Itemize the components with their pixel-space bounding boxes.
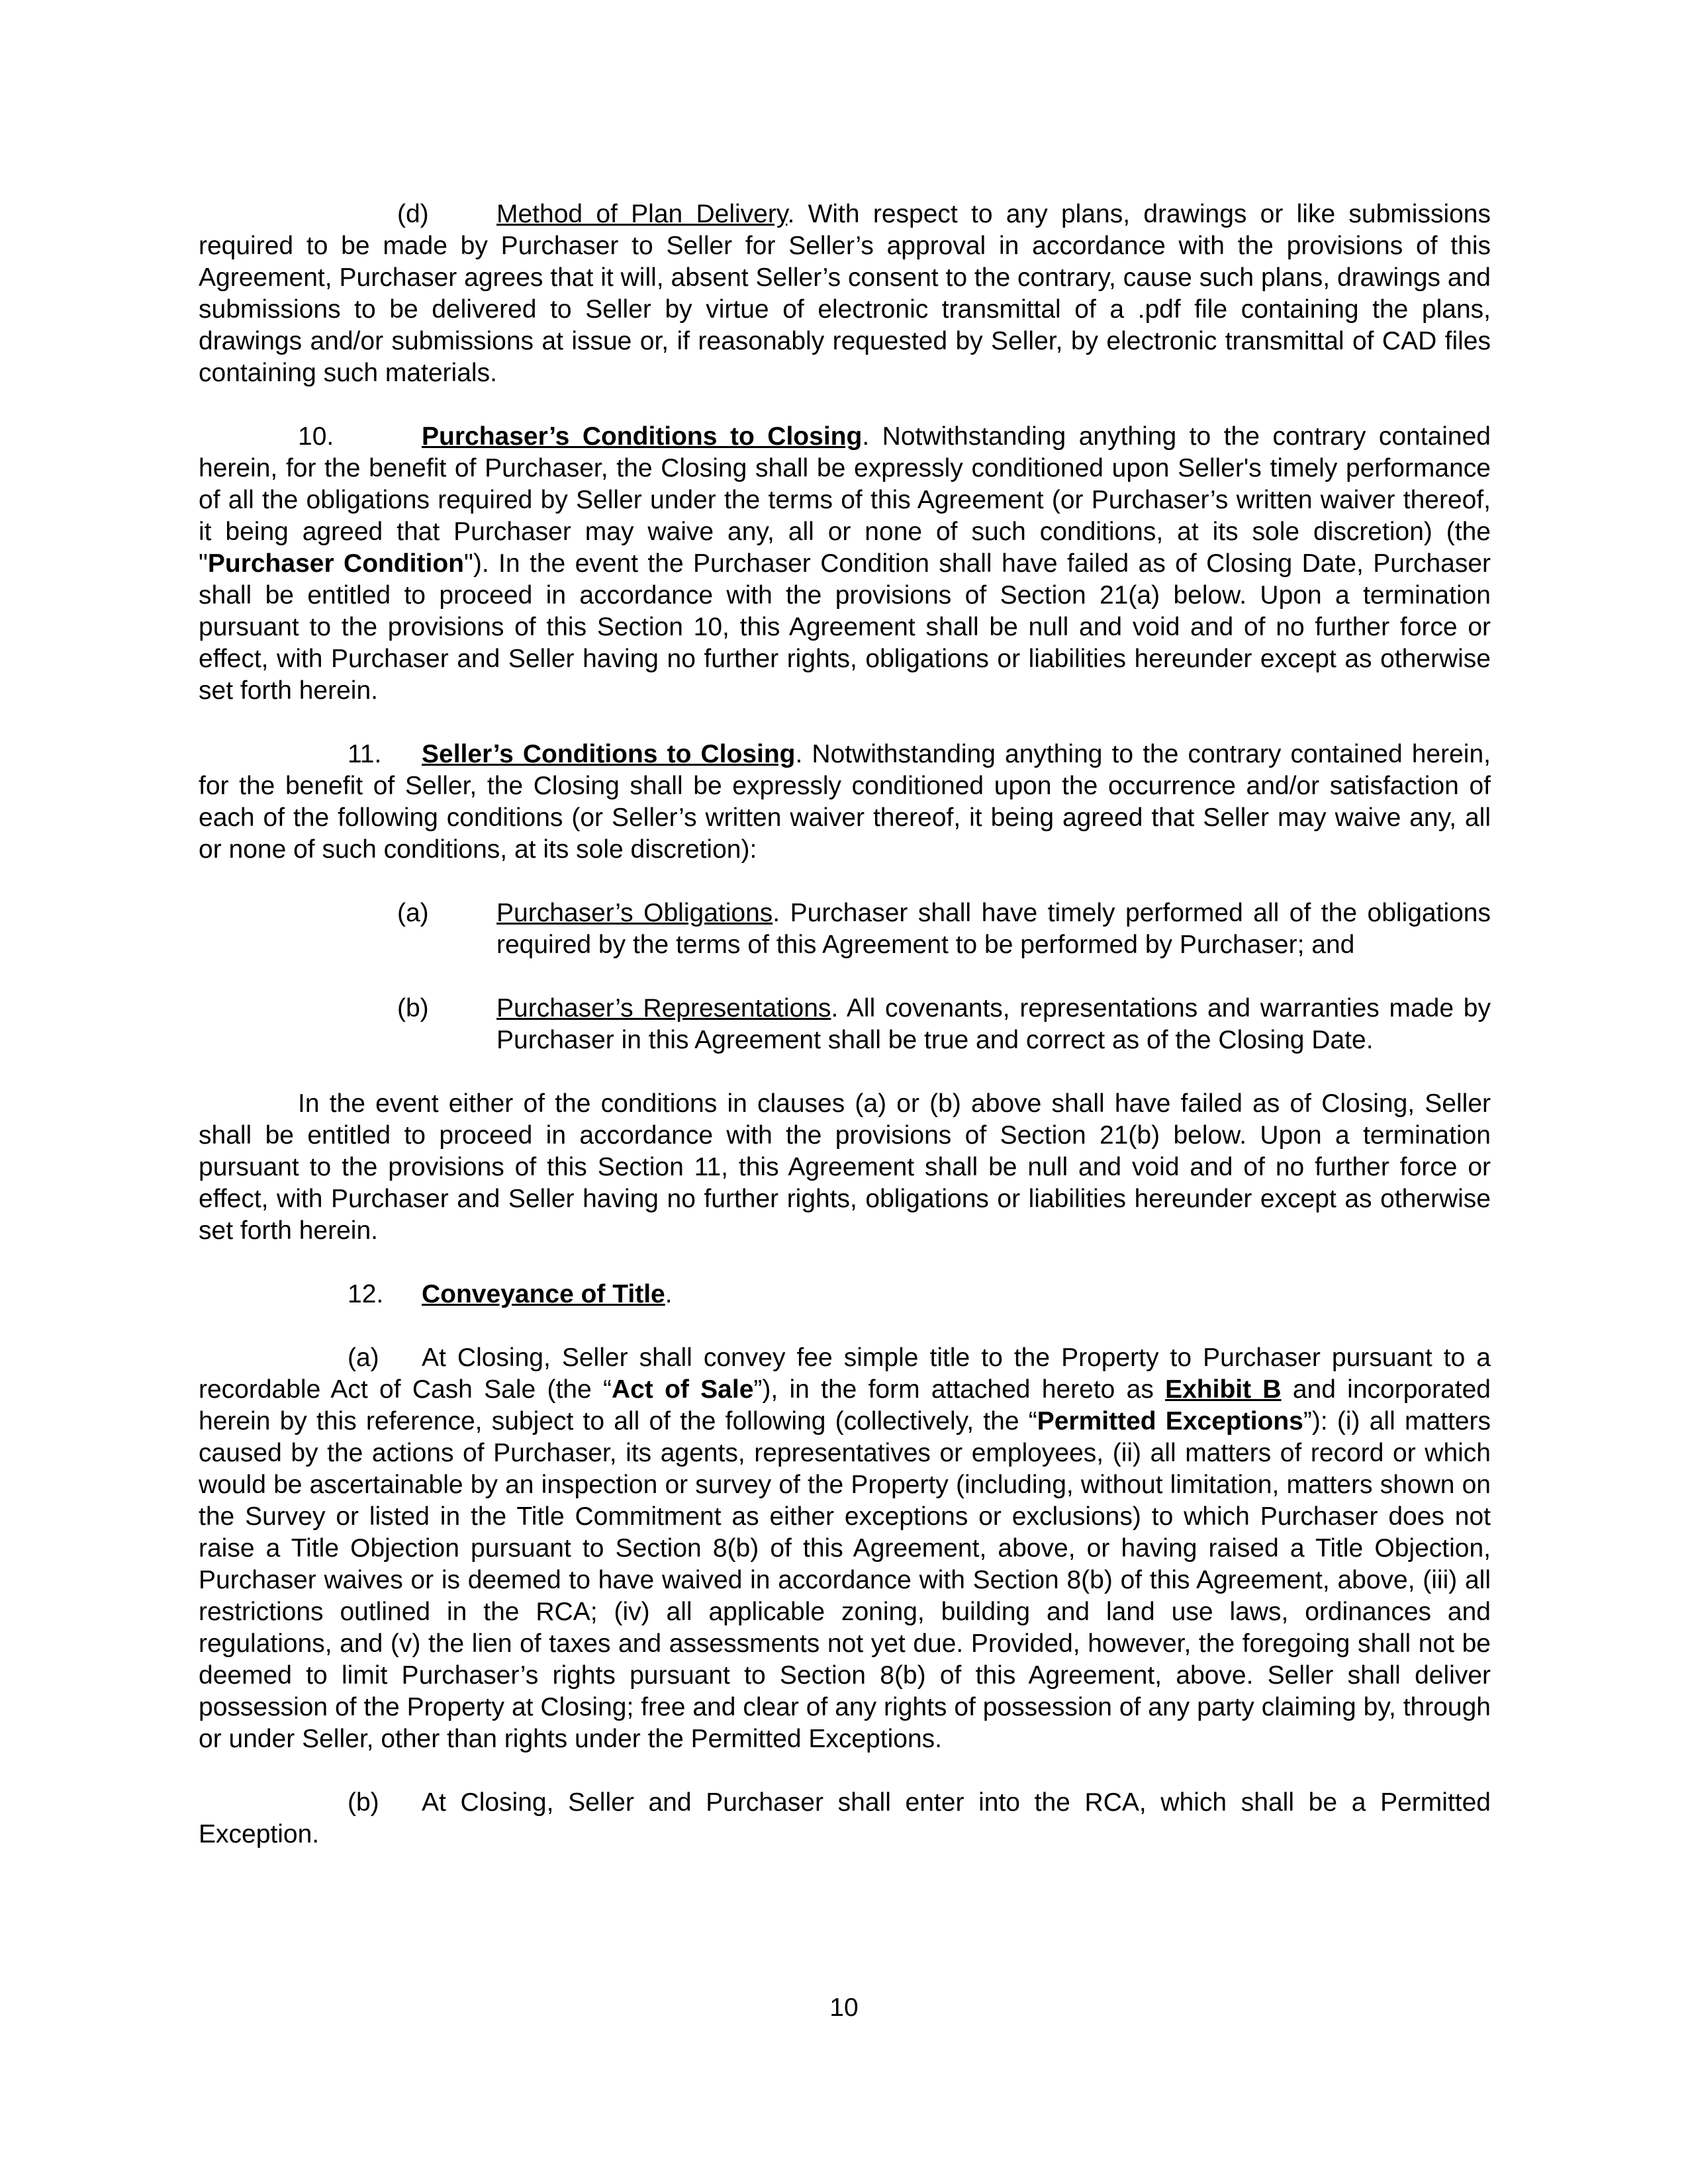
section-number: 11. [348,740,382,768]
section-text: . Notwithstanding anything to the contrary contained herein, for the benefit of Purchaser, the Closing shall be expressly conditioned upon Seller's timely performance of all the obligations required by Seller under the terms of this Agreement (or Purchaser’s written waiver thereof, it being agreed that Purchaser may waive any, all or none of such conditions, at its sole discretion) (the " [199,422,1491,578]
defined-term: Purchaser Condition [207,549,464,578]
section-11-closing-paragraph: In the event either of the conditions in clauses (a) or (b) above shall have failed as of Closing, Seller shall be entitled to proceed in accordance with the provisions of Section 21(b) below. Upon a termination pursuant to the provisions of this Section 11, this Agreement shall be null and void and of no further force or effect, with Purchaser and Seller having no further rights, obligations or liabilities hereunder except as otherwise set forth herein. [199,1089,1491,1245]
section-12b-paragraph [199,1787,1491,1850]
section-11b-item [397,993,1491,1056]
section-heading: Seller’s Conditions to Closing [422,740,796,768]
section-heading: Conveyance of Title [422,1280,665,1308]
item-text: . All covenants, representations and warranties made by Purchaser in this Agreement shall be true and correct as of the Closing Date. [496,994,1491,1054]
item-text: ”): (i) all matters caused by the actions of Purchaser, its agents, representatives or employees, (ii) all matters of record or which would be ascertainable by an inspection or survey of the Property (including, without limitation, matters shown on the Survey or listed in the Title Commitment as either exceptions or exclusions) to which Purchaser does not raise a Title Objection pursuant to Section 8(b) of this Agreement, above, or having raised a Title Objection, Purchaser waives or is deemed to have waived in accordance with Section 8(b) of this Agreement, above, (iii) all restrictions outlined in the RCA; (iv) all applicable zoning, building and land use laws, ordinances and regulations, and (v) the lien of taxes and assessments not yet due. Provided, however, the foregoing shall not be deemed to limit Purchaser’s rights pursuant to Section 8(b) of this Agreement, above. Seller shall deliver possession of the Property at Closing; free and clear of any rights of possession of any party claiming by, through or under Seller, other than rights under the Permitted Exceptions. [199,1407,1491,1753]
item-number: (b) [348,1788,379,1817]
item-body [496,897,1491,961]
section-text: . Notwithstanding anything to the contrary contained herein, for the benefit of Seller, the Closing shall be expressly conditioned upon the occurrence and/or satisfaction of each of the following conditions (or Seller’s written waiver thereof, it being agreed that Seller may waive any, all or none of such conditions, at its sole discretion): [199,740,1491,864]
item-text: . Purchaser shall have timely performed all of the obligations required by the terms of this Agreement to be performed by Purchaser; and [496,899,1491,959]
section-12-heading [199,1279,1491,1310]
item-text: ”), in the form attached hereto as [753,1375,1166,1404]
item-number: (a) [397,899,429,927]
defined-term-permitted-exceptions: Permitted Exceptions [1037,1407,1303,1435]
heading-period: . [665,1280,673,1308]
exhibit-reference: Exhibit B [1165,1375,1282,1404]
defined-term-act-of-sale: Act of Sale [611,1375,754,1404]
item-text: and incorporated herein by this reference, subject to all of the following (collectively, the “ [199,1375,1491,1435]
item-text: At Closing, Seller shall convey fee simple title to the Property to Purchaser pursuant to a recordable Act of Cash Sale (the “ [199,1343,1491,1404]
page-number: 10 [829,1993,859,2022]
item-number: (a) [348,1343,379,1372]
section-number: 10. [298,422,334,451]
section-text: . With respect to any plans, drawings or like submissions required to be made by Purchaser to Seller for Seller’s approval in accordance with the provisions of this Agreement, Purchaser agrees that it will, absent Seller’s consent to the contrary, cause such plans, drawings and submissions to be delivered to Seller by virtue of electronic transmittal of a .pdf file containing the plans, drawings and/or submissions at issue or, if reasonably requested by Seller, by electronic transmittal of CAD files containing such materials. [199,200,1491,387]
section-11-paragraph [199,739,1491,866]
section-number: (d) [397,200,429,228]
item-text: At Closing, Seller and Purchaser shall enter into the RCA, which shall be a Permitted Exception. [199,1788,1491,1848]
section-heading: Method of Plan Delivery [496,200,788,228]
section-9d-paragraph [199,199,1491,389]
item-heading: Purchaser’s Representations [496,994,831,1023]
section-text: "). In the event the Purchaser Condition shall have failed as of Closing Date, Purchaser shall be entitled to proceed in accordance with the provisions of Section 21(a) below. Upon a termination pursuant to the provisions of this Section 10, this Agreement shall be null and void and of no further force or effect, with Purchaser and Seller having no further rights, obligations or liabilities hereunder except as otherwise set forth herein. [199,549,1491,705]
section-number: 12. [348,1280,384,1308]
item-number: (b) [397,994,429,1023]
section-heading: Purchaser’s Conditions to Closing [422,422,863,451]
section-10-paragraph [199,421,1491,707]
item-body [496,993,1491,1056]
document-page [199,199,1491,1850]
section-12a-paragraph [199,1342,1491,1755]
item-heading: Purchaser’s Obligations [496,899,773,927]
section-11a-item [397,897,1491,961]
